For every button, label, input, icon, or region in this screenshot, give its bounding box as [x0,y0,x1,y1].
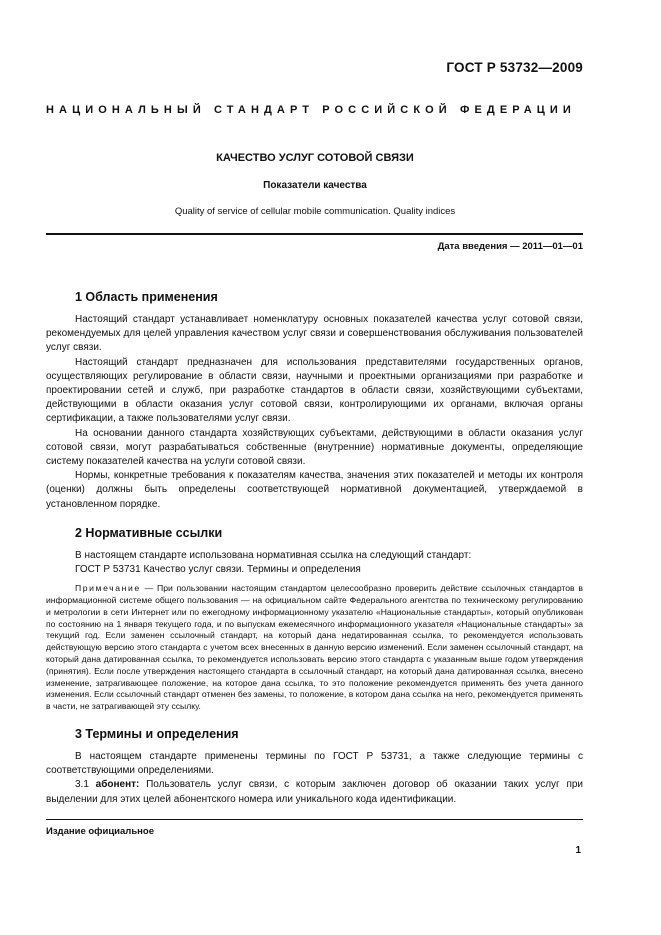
document-code: ГОСТ Р 53732—2009 [446,60,583,75]
note [46,583,583,713]
term-definition [46,778,583,806]
edition-label: Издание официальное [46,826,154,837]
footer-divider [46,819,583,820]
note-text: — При пользовании настоящим стандартом целесообразно проверить действие ссылочных стандартов в информационной системе общего пользования — на официальном сайте Федерального агентства по техническому регулированию и метрологии в сети Интернет или по ежегодному информационному указателю «Национальные стандарты», который опубликован по состоянию на 1 января текущего года, и по выпускам ежемесячного информационного указателя «Национальные стандарты» за текущий год. Если заменен ссылочный стандарт, на который дана недатированная ссылка, то рекомендуется использовать действующую версию этого стандарта с учетом всех внесенных в данную версию изменений. Если заменен ссылочный стандарт, на который дана датированная ссылка, то рекомендуется использовать версию этого стандарта с указанным выше годом утверждения (принятия). Если после утверждения настоящего стандарта в ссылочный стандарт, на который дана датированная ссылка, внесено изменение, затрагивающее положение, на которое дана ссылка, то это положение рекомендуется применять без учета данного изменения. Если ссылочный стандарт отменен без замены, то положение, в котором дана ссылка на него, рекомендуется применять в части, не затрагивающей эту ссылку. [46,583,583,712]
note-label: Примечание [75,583,141,594]
header-divider [46,233,583,235]
document-subtitle: Показатели качества [263,180,367,191]
paragraph: В настоящем стандарте использована нормативная ссылка на следующий стандарт: [75,549,472,561]
section-heading: 3 Термины и определения [75,727,239,742]
term-number: 3.1 [75,779,96,791]
section-normative-references [46,526,583,713]
term-text: Пользователь услуг связи, с которым заключен договор об оказании таких услуг при выделении для этих целей абонентского номера или уникального кода идентификации. [46,779,584,805]
national-standard-banner: НАЦИОНАЛЬНЫЙ СТАНДАРТ РОССИЙСКОЙ ФЕДЕРАЦИИ [46,104,576,116]
english-title: Quality of service of cellular mobile communication. Quality indices [174,206,456,217]
reference-item: ГОСТ Р 53731 Качество услуг связи. Термины и определения [75,564,361,576]
paragraph: На основании данного стандарта хозяйствующих субъектами, действующими в области оказания услуг сотовой связи, могут разрабатываться собственные (внутренние) нормативные документы, определяющие систему показателей качества на услуги сотовой связи. [46,427,583,468]
introduction-date: Дата введения — 2011—01—01 [437,241,583,252]
section-heading: 1 Область применения [75,290,218,304]
page-number: 1 [575,845,581,856]
document-title: КАЧЕСТВО УСЛУГ СОТОВОЙ СВЯЗИ [216,152,414,164]
document-body [46,290,583,821]
paragraph: Настоящий стандарт предназначен для использования представителями государственных органов, осуществляющих регулирование в области связи, научными и проектными организациями при разработке и проектировании сетей и служб, при разработке стандартов в области связи, хозяйствующими субъектами, действующими в области оказания услуг сотовой связи, контролирующими их органами, включая органы сертификации, а также пользователями услуг связи. [46,356,583,425]
paragraph: В настоящем стандарте применены термины по ГОСТ Р 53731, а также следующие термины с соответствующими определениями. [46,751,583,777]
paragraph: Нормы, конкретные требования к показателям качества, значения этих показателей и методы их контроля (оценки) должны быть определены соответствующей нормативной документацией, утверждаемой в установленном порядке. [46,470,583,510]
section-heading: 2 Нормативные ссылки [75,525,223,540]
term-name: абонент: [95,779,140,791]
paragraph: Настоящий стандарт устанавливает номенклатуру основных показателей качества услуг сотовой связи, рекомендуемых для целей управления качеством услуг связи и совершенствования обслуживания пользователей услуг связи. [46,314,583,354]
section-terms [46,727,583,807]
section-scope [46,290,583,512]
